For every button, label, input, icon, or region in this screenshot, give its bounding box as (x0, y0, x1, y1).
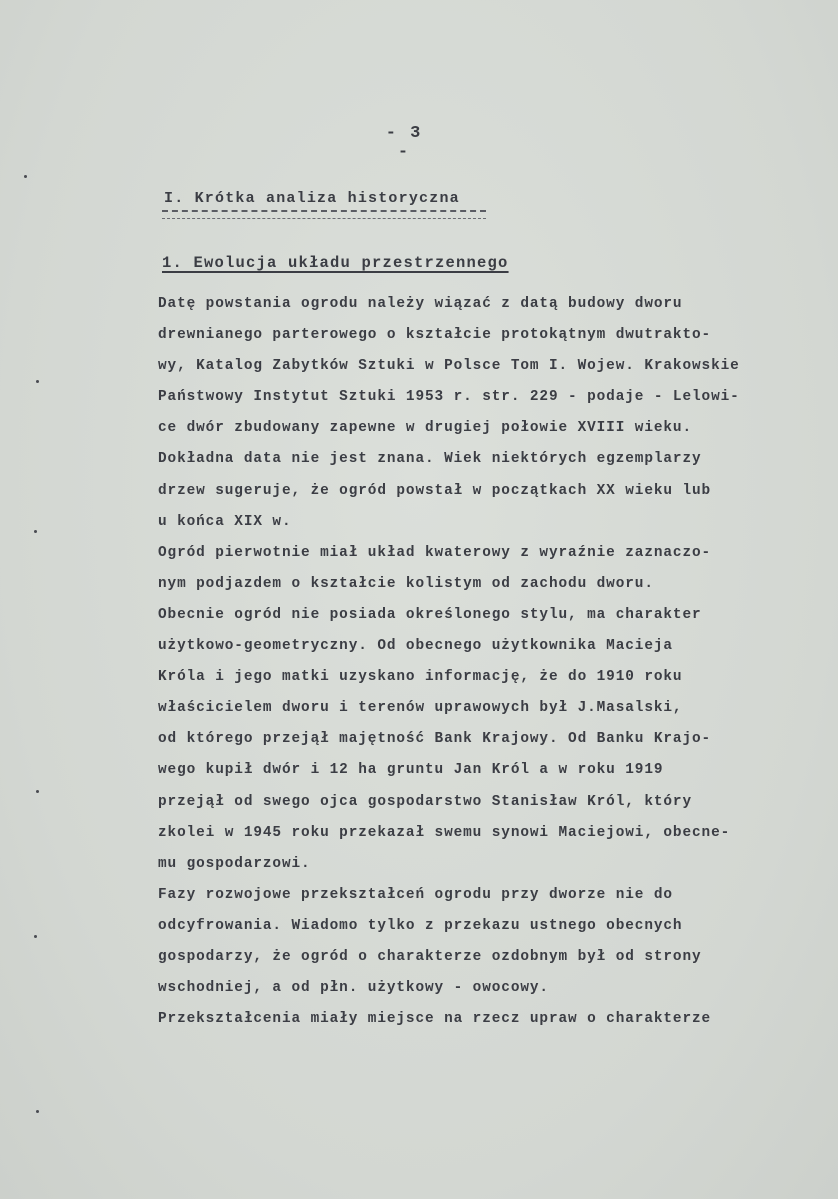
margin-mark (36, 1110, 39, 1113)
margin-mark (24, 175, 27, 178)
paragraph (158, 1004, 790, 1035)
margin-mark (34, 530, 37, 533)
text-line: Ogród pierwotnie miał układ kwaterowy z wyraźnie zaznaczo- (158, 544, 712, 561)
text-line: mu gospodarzowi. (158, 855, 311, 872)
section-heading-rule (162, 210, 486, 219)
margin-mark (36, 380, 39, 383)
text-line: Dokładna data nie jest znana. Wiek niektórych egzemplarzy (158, 451, 702, 468)
paragraph (158, 880, 790, 1004)
paragraph (158, 289, 790, 538)
body-text (158, 289, 790, 1035)
margin-mark (36, 790, 39, 793)
text-line: drewnianego parterowego o kształcie protokątnym dwutrakto- (158, 327, 712, 344)
page-number: - 3 - (385, 124, 423, 162)
text-line: Króla i jego matki uzyskano informację, że do 1910 roku (158, 669, 683, 686)
text-line: Datę powstania ogrodu należy wiązać z datą budowy dworu (158, 296, 683, 312)
text-line: Obecnie ogród nie posiada określonego stylu, ma charakter (158, 606, 702, 623)
section-heading: I. Krótka analiza historyczna (164, 190, 460, 207)
text-line: nym podjazdem o kształcie kolistym od zachodu dworu. (158, 575, 654, 592)
text-line: od którego przejął majętność Bank Krajowy. Od Banku Krajo- (158, 731, 712, 748)
text-line: wschodniej, a od płn. użytkowy - owocowy. (158, 980, 549, 997)
text-line: drzew sugeruje, że ogród powstał w początkach XX wieku lub (158, 482, 712, 499)
text-line: zkolei w 1945 roku przekazał swemu synowi Maciejowi, obecne- (158, 824, 731, 841)
subsection-heading: 1. Ewolucja układu przestrzennego (162, 254, 509, 272)
text-line: u końca XIX w. (158, 513, 292, 530)
text-line: wy, Katalog Zabytków Sztuki w Polsce Tom I. Wojew. Krakowskie (158, 358, 740, 375)
text-line: wego kupił dwór i 12 ha gruntu Jan Król a w roku 1919 (158, 762, 664, 779)
text-line: Przekształcenia miały miejsce na rzecz upraw o charakterze (158, 1011, 712, 1028)
text-line: Fazy rozwojowe przekształceń ogrodu przy dworze nie do (158, 886, 673, 903)
text-line: użytkowo-geometryczny. Od obecnego użytkownika Macieja (158, 638, 673, 655)
text-line: właścicielem dworu i terenów uprawowych był J.Masalski, (158, 700, 683, 717)
margin-mark (34, 935, 37, 938)
text-line: gospodarzy, że ogród o charakterze ozdobnym był od strony (158, 948, 702, 965)
text-line: przejął od swego ojca gospodarstwo Stanisław Król, który (158, 793, 693, 810)
text-line: ce dwór zbudowany zapewne w drugiej połowie XVIII wieku. (158, 420, 693, 437)
text-line: Państwowy Instytut Sztuki 1953 r. str. 229 - podaje - Lelowi- (158, 389, 740, 406)
text-line: odcyfrowania. Wiadomo tylko z przekazu ustnego obecnych (158, 917, 683, 934)
paragraph (158, 538, 790, 880)
